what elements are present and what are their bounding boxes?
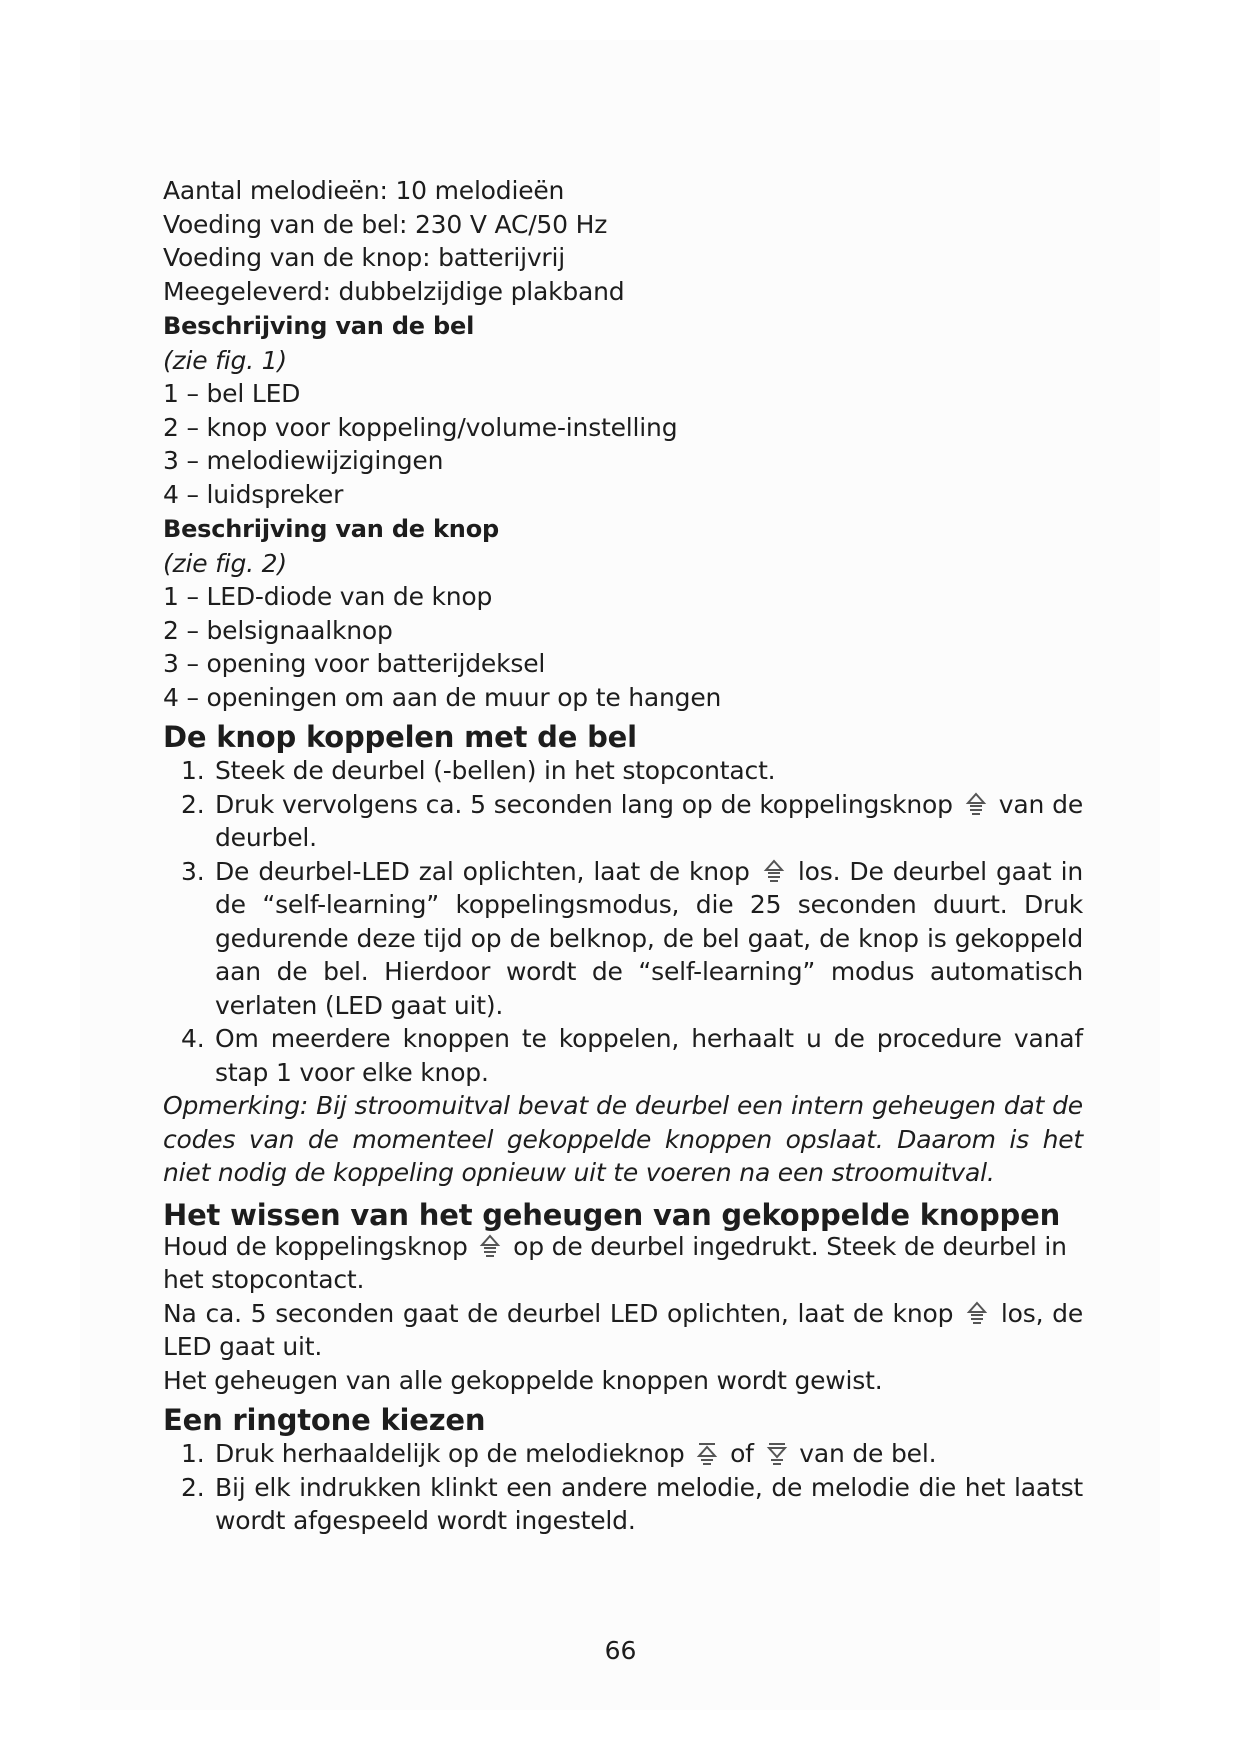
clear-memory-heading: Het wissen van het geheugen van gekoppelde knoppen [163, 1197, 1061, 1232]
para-text: Na ca. 5 seconden gaat de deurbel LED oplichten, laat de knop [163, 1298, 954, 1328]
step-text: Steek de deurbel (-bellen) in het stopcontact. [215, 756, 776, 785]
pairing-step-3 [163, 855, 1083, 1023]
step-text: van de deurbel. [215, 789, 1083, 852]
button-part-1: 1 – LED-diode van de knop [163, 582, 493, 611]
step-number: 4. [181, 1024, 205, 1053]
bell-part-2: 2 – knop voor koppeling/volume-instelling [163, 412, 678, 442]
clear-memory-para-1 [163, 1230, 1083, 1297]
step-number: 1. [181, 1439, 205, 1468]
ringtone-section [163, 1403, 1083, 1538]
pairing-step-4 [163, 1022, 1083, 1089]
clear-memory-para-3: Het geheugen van alle gekoppelde knoppen wordt gewist. [163, 1365, 883, 1395]
bell-pair-icon [965, 792, 987, 818]
bell-pair-icon [479, 1234, 501, 1260]
bell-pair-icon [966, 1301, 988, 1327]
button-fig-ref: (zie fig. 2) [163, 548, 287, 578]
clear-memory-para-2 [163, 1297, 1083, 1364]
button-description [163, 513, 1083, 714]
step-number: 2. [181, 1472, 205, 1502]
spec-included: Meegeleverd: dubbelzijdige plakband [163, 276, 625, 306]
ringtone-step-2 [163, 1471, 1083, 1538]
pairing-note: Opmerking: Bij stroomuitval bevat de deurbel een intern geheugen dat de codes van de momenteel gekoppelde knoppen opslaat. Daarom is het niet nodig de koppeling opnieuw uit te voeren na een stroomuitval. [163, 1091, 1083, 1187]
bell-fig-ref: (zie fig. 1) [163, 345, 287, 375]
bell-part-1: 1 – bel LED [163, 379, 301, 408]
step-text: Bij elk indrukken klinkt een andere melodie, de melodie die het laatst wordt afgespeeld wordt ingesteld. [215, 1472, 1083, 1535]
pairing-section [163, 720, 1083, 1190]
step-text: of [730, 1439, 754, 1468]
button-part-3: 3 – opening voor batterijdeksel [163, 649, 546, 678]
ringtone-step-1 [163, 1437, 1083, 1471]
ringtone-steps [163, 1437, 1083, 1538]
step-number: 1. [181, 756, 205, 785]
pairing-step-2 [163, 788, 1083, 855]
bell-description [163, 310, 1083, 511]
spec-button-power: Voeding van de knop: batterijvrij [163, 243, 565, 272]
bell-part-3: 3 – melodiewijzigingen [163, 446, 444, 475]
button-part-4: 4 – openingen om aan de muur op te hangen [163, 682, 722, 712]
step-number: 2. [181, 789, 205, 819]
step-text: De deurbel-LED zal oplichten, laat de knop [215, 856, 750, 886]
step-number: 3. [181, 856, 205, 886]
bell-description-heading: Beschrijving van de bel [163, 312, 475, 340]
step-text: van de bel. [799, 1439, 937, 1468]
bell-pair-icon [763, 859, 785, 885]
pairing-heading: De knop koppelen met de bel [163, 720, 637, 754]
bell-part-4: 4 – luidspreker [163, 479, 344, 509]
pairing-step-1 [163, 754, 1083, 788]
ringtone-heading: Een ringtone kiezen [163, 1403, 486, 1437]
button-description-heading: Beschrijving van de knop [163, 515, 499, 543]
step-text: Om meerdere knoppen te koppelen, herhaalt u de procedure vanaf stap 1 voor elke knop. [215, 1024, 1083, 1087]
step-text: los. De deurbel gaat in de “self-learning” koppelingsmodus, die 25 seconden duurt. Druk gedurende deze tijd op de belknop, de bel gaat, de knop is gekoppeld aan de bel. Hierdoor wordt de “self-learning” modus automatisch verlaten (LED gaat uit). [215, 856, 1084, 1020]
pairing-steps [163, 754, 1083, 1089]
step-text: Druk herhaaldelijk op de melodieknop [215, 1439, 685, 1468]
specifications [163, 174, 1083, 308]
step-text: Druk vervolgens ca. 5 seconden lang op de koppelingsknop [215, 789, 953, 819]
melody-up-icon [696, 1441, 718, 1467]
para-text: los, de LED gaat uit. [163, 1298, 1083, 1361]
melody-down-icon [766, 1441, 788, 1467]
manual-content [163, 174, 1083, 1538]
para-text: op de deurbel ingedrukt. Steek de deurbel in het stopcontact. [163, 1231, 1067, 1294]
page-number: 66 [604, 1636, 637, 1665]
spec-bell-power: Voeding van de bel: 230 V AC/50 Hz [163, 209, 608, 239]
para-text: Houd de koppelingsknop [163, 1231, 468, 1261]
button-part-2: 2 – belsignaalknop [163, 615, 393, 645]
clear-memory-section [163, 1197, 1083, 1398]
spec-melodies: Aantal melodieën: 10 melodieën [163, 176, 565, 205]
